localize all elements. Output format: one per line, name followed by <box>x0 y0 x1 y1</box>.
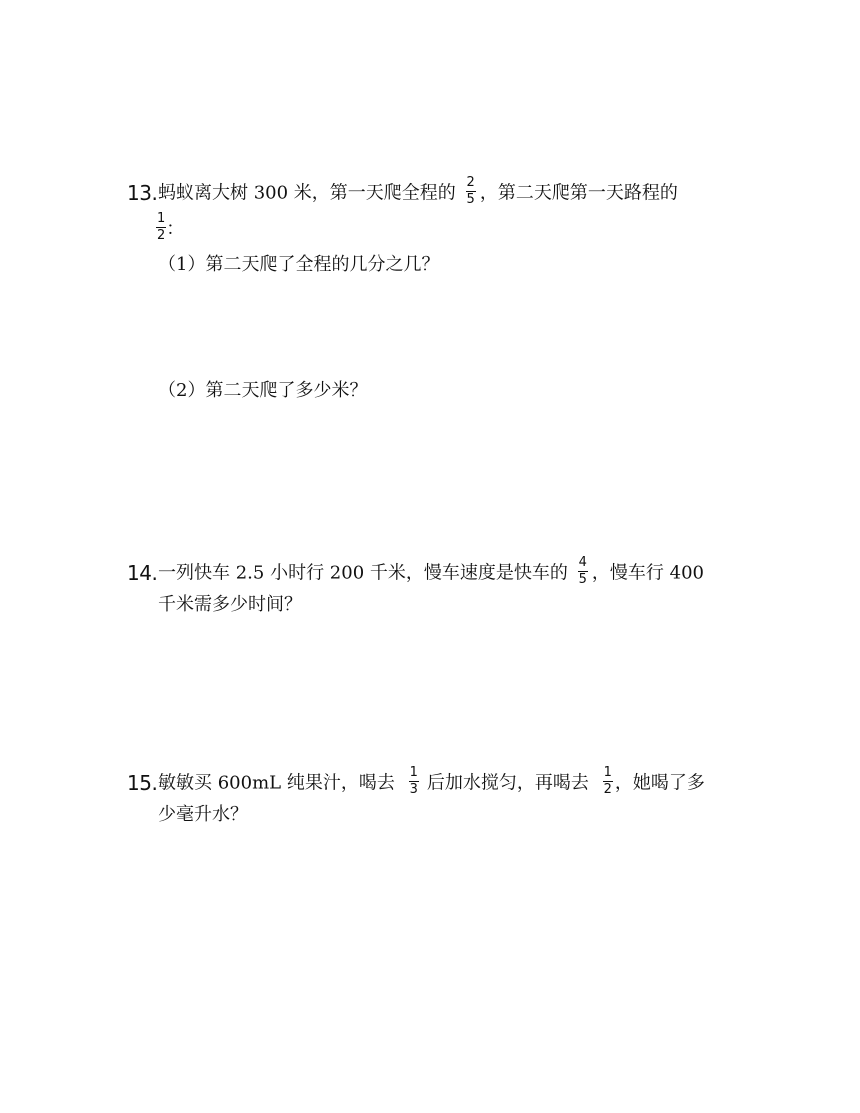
question-text: 敏敏买 600mL 纯果汁，喝去 <box>158 772 395 794</box>
fraction-denominator: 5 <box>578 572 587 587</box>
fraction <box>578 556 588 587</box>
question-text-line <box>158 175 678 209</box>
fraction-numerator: 1 <box>157 211 166 226</box>
fraction-denominator: 2 <box>603 782 612 797</box>
question-text-line <box>156 211 185 245</box>
question-number: 14. <box>127 561 158 585</box>
question-text: ，第二天爬第一天路程的 <box>479 182 678 204</box>
fraction-numerator: 2 <box>466 175 475 190</box>
fraction-numerator: 4 <box>578 555 587 570</box>
question-number: 13. <box>127 181 158 205</box>
fraction <box>409 766 419 797</box>
question-number: 15. <box>127 771 158 795</box>
question-text-line: 千米需多少时间？ <box>158 594 302 615</box>
fraction-denominator: 5 <box>466 192 475 207</box>
question-text: 一列快车 2.5 小时行 200 千米，慢车速度是快车的 <box>158 562 568 584</box>
sub-question-1: （1）第二天爬了全程的几分之几？ <box>158 254 440 275</box>
fraction-denominator: 3 <box>409 782 418 797</box>
question-text-line <box>158 555 704 589</box>
question-text: 后加水搅匀，再喝去 <box>426 772 589 794</box>
question-text: ，慢车行 400 <box>591 562 704 584</box>
question-text-line: 少毫升水？ <box>158 804 248 825</box>
fraction <box>156 212 166 243</box>
question-text: ： <box>166 218 185 240</box>
question-text: 蚂蚁离大树 300 米，第一天爬全程的 <box>158 182 456 204</box>
fraction-numerator: 1 <box>603 765 612 780</box>
question-text: ，她喝了多 <box>614 772 705 794</box>
question-text-line <box>158 765 705 799</box>
fraction-numerator: 1 <box>409 765 418 780</box>
fraction <box>603 766 613 797</box>
fraction-denominator: 2 <box>157 228 166 243</box>
fraction <box>466 176 476 207</box>
sub-question-2: （2）第二天爬了多少米？ <box>158 380 368 401</box>
